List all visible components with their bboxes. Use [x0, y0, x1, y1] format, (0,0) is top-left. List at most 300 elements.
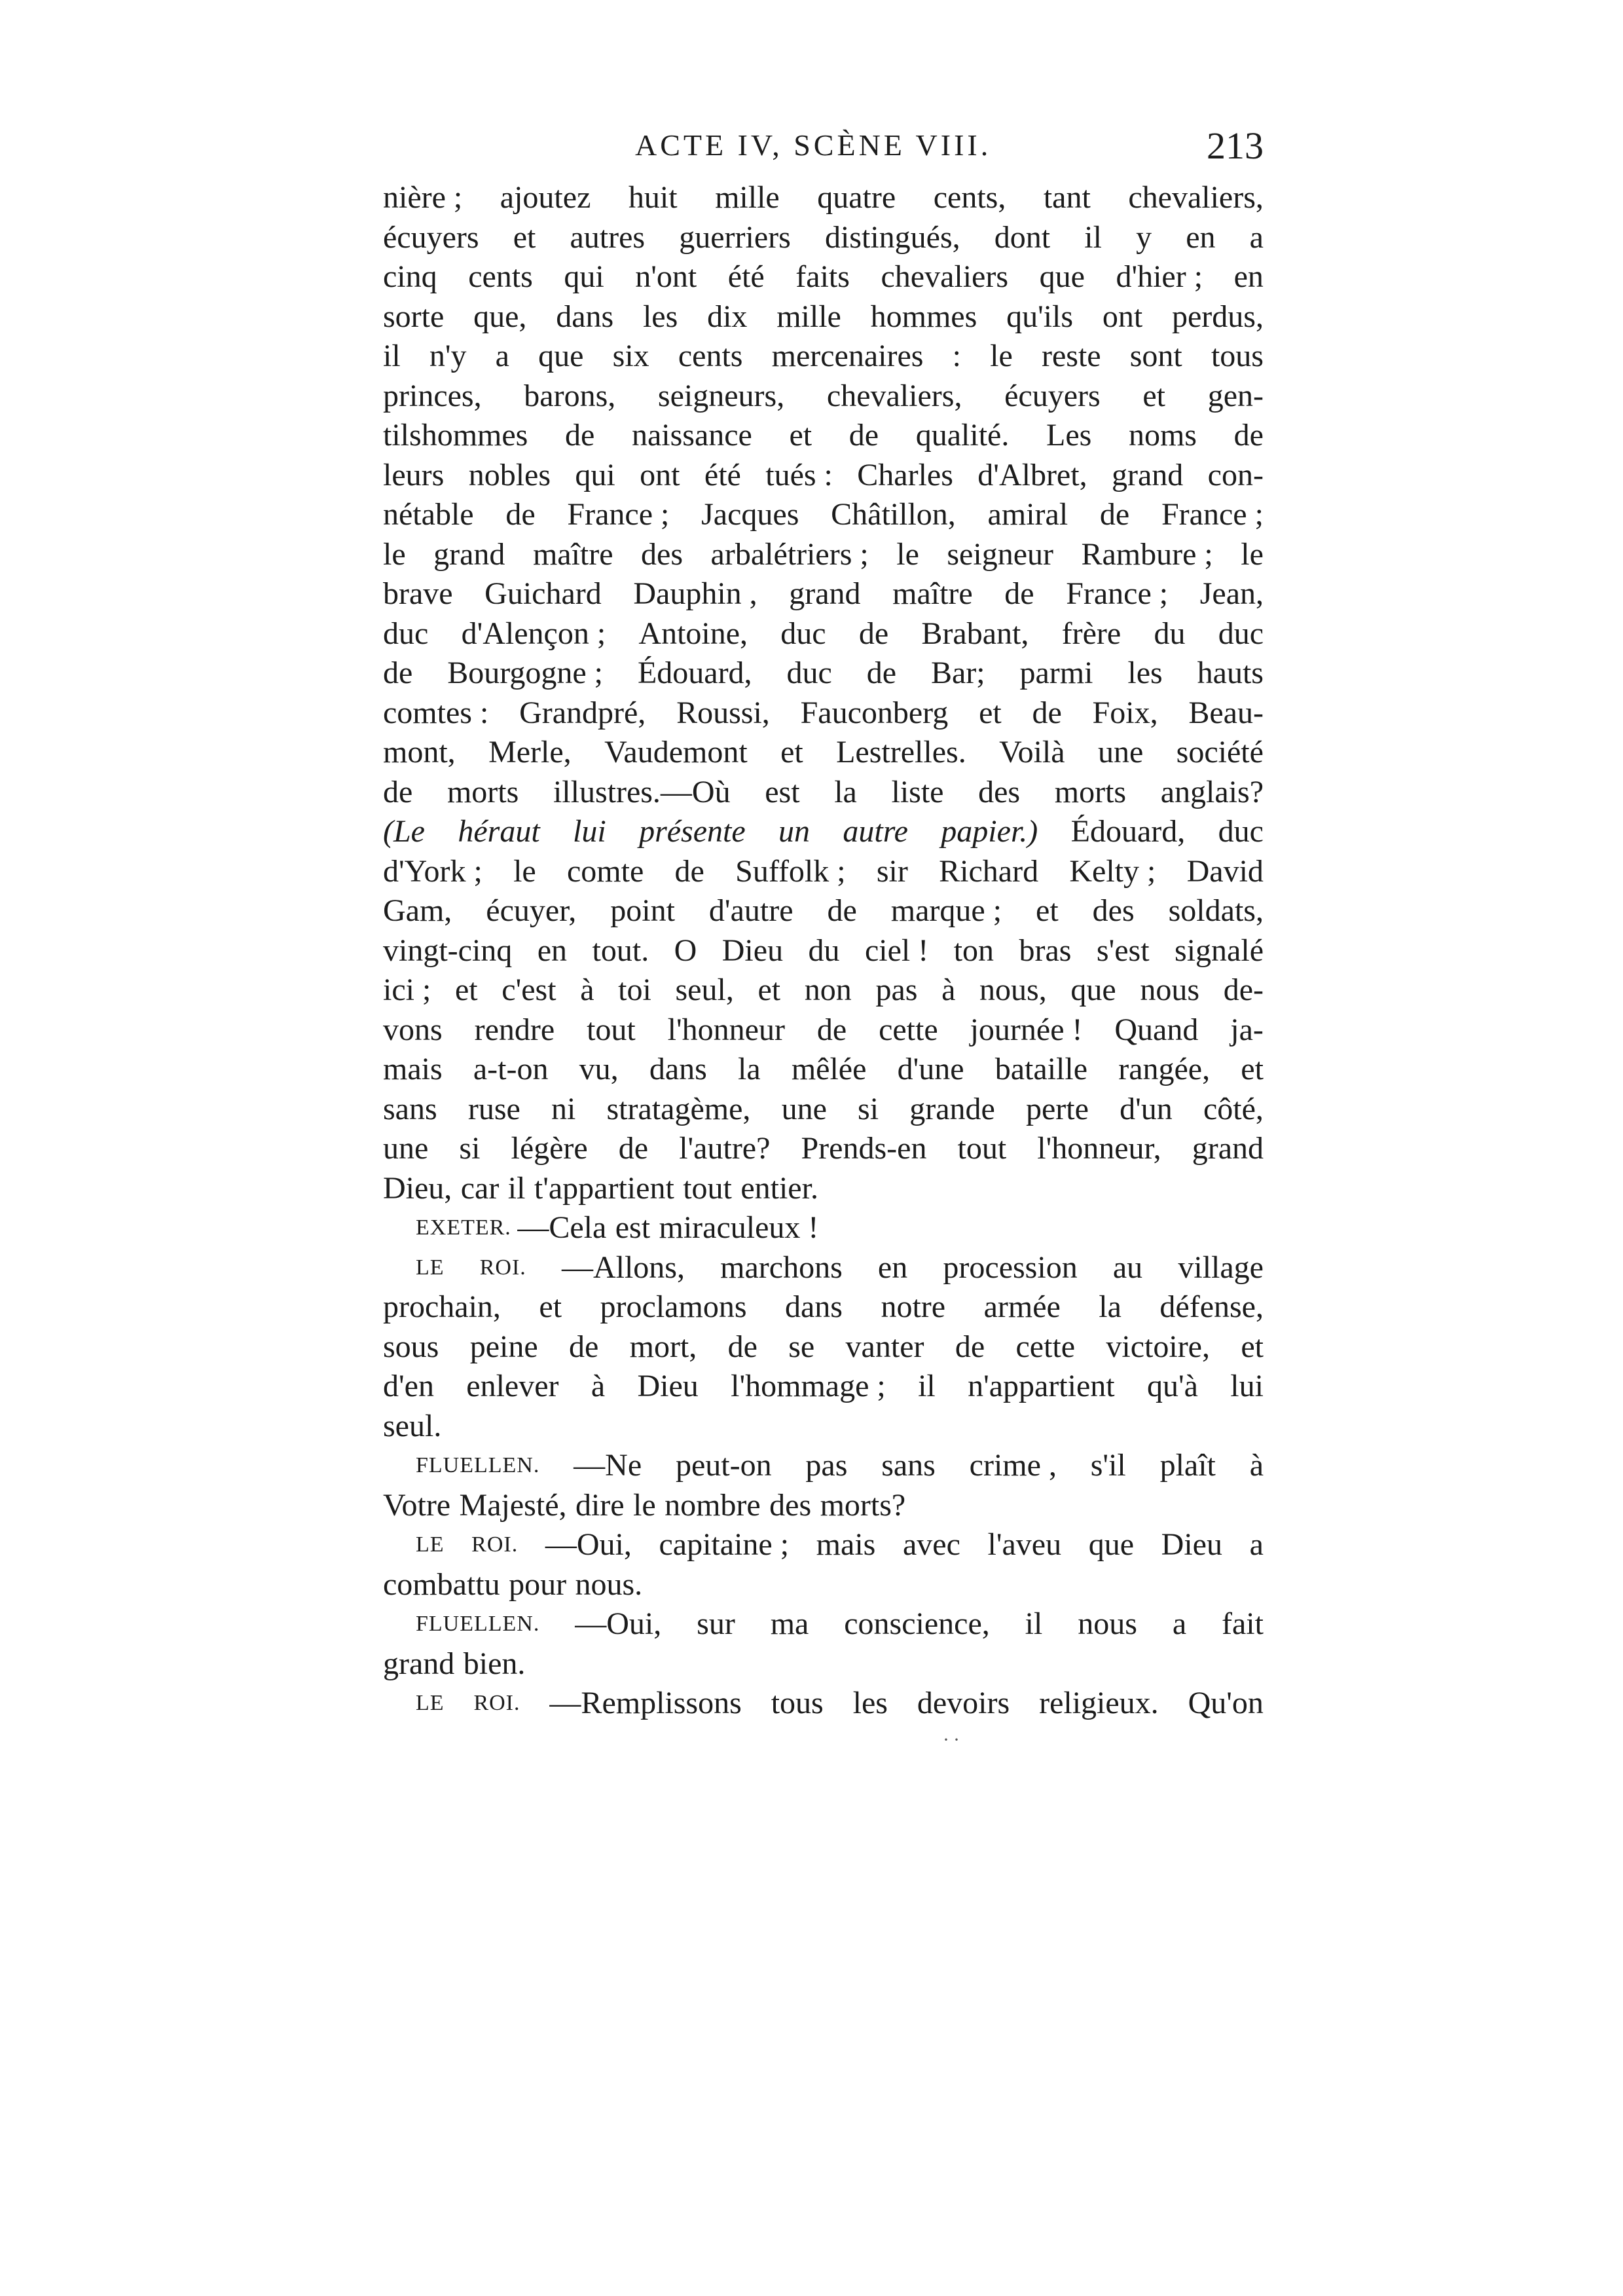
text-line — [383, 812, 1264, 852]
word: nombre — [665, 1487, 761, 1523]
word: et — [979, 695, 1002, 730]
word: Kelty ; — [1069, 853, 1156, 889]
word: Édouard, — [637, 656, 752, 690]
word: morts? — [820, 1487, 906, 1523]
word: Lestrelles. — [836, 735, 966, 769]
text-line — [383, 1287, 1264, 1327]
word: il — [383, 339, 401, 373]
page-number: 213 — [1207, 124, 1264, 167]
text-line — [383, 1010, 1264, 1050]
word: arbalétriers ; — [710, 536, 869, 572]
word: Dieu, — [383, 1170, 452, 1206]
word: dans — [784, 1289, 843, 1324]
word: leurs — [383, 457, 445, 492]
word: cinq — [383, 259, 437, 294]
word: de- — [1223, 972, 1264, 1007]
text-line — [383, 1644, 1264, 1684]
word: notre — [881, 1289, 946, 1324]
word: Brabant, — [921, 616, 1029, 651]
text-line — [383, 654, 1264, 694]
word: brave — [383, 576, 453, 611]
word: de — [848, 418, 879, 453]
word: du — [1154, 616, 1186, 651]
text-line — [383, 178, 1264, 218]
word: six — [612, 339, 649, 373]
word: conscience, — [844, 1606, 990, 1641]
word: Foix, — [1092, 695, 1158, 730]
word: France ; — [1161, 497, 1264, 532]
word: sur — [697, 1606, 735, 1641]
text-line — [383, 1525, 1264, 1565]
word: car — [460, 1170, 500, 1206]
word: défense, — [1159, 1289, 1264, 1324]
word: mêlée — [791, 1052, 867, 1086]
word: amiral — [987, 497, 1068, 532]
word: mais — [816, 1527, 876, 1562]
word: de — [674, 853, 704, 889]
word: dans — [649, 1052, 707, 1086]
word: FLUELLEN. — [416, 1453, 540, 1477]
word: peine — [469, 1329, 538, 1364]
word: reste — [1041, 339, 1101, 373]
word: d'Alençon ; — [461, 616, 606, 651]
word: —Ne — [574, 1448, 642, 1483]
word: côté, — [1203, 1091, 1264, 1126]
word: ici ; — [383, 972, 431, 1007]
word: du — [808, 933, 840, 968]
word: religieux. — [1039, 1686, 1159, 1720]
word: présente — [639, 814, 746, 849]
word: d'Albret, — [977, 457, 1087, 492]
word: Fauconberg — [800, 695, 949, 730]
word: l'aveu — [987, 1527, 1062, 1562]
word: sir — [876, 853, 908, 889]
word: le — [633, 1487, 656, 1523]
word: de — [955, 1329, 985, 1364]
text-line — [383, 1446, 1264, 1486]
text-line — [383, 297, 1264, 337]
word: grand — [789, 576, 861, 611]
text-line — [383, 891, 1264, 931]
text-line — [383, 1604, 1264, 1644]
word: tous — [771, 1686, 824, 1720]
word: ont — [640, 457, 680, 492]
text-line — [383, 416, 1264, 456]
word: et — [1241, 1052, 1264, 1086]
word: à — [591, 1369, 606, 1403]
word: la — [738, 1052, 761, 1086]
text-line — [383, 377, 1264, 417]
word: n'appartient — [968, 1369, 1115, 1403]
word: cette — [879, 1012, 938, 1047]
word: Guichard — [484, 576, 602, 611]
word: comte — [567, 853, 644, 889]
text-line — [383, 773, 1264, 813]
word: mille — [715, 180, 780, 215]
word: a — [1172, 1606, 1187, 1641]
word: d'un — [1120, 1091, 1173, 1126]
word: et — [757, 972, 781, 1007]
word: ma — [770, 1606, 809, 1641]
word: signalé — [1175, 933, 1264, 968]
word: en — [1186, 219, 1216, 255]
word: point — [610, 893, 675, 928]
word: que — [1039, 259, 1085, 294]
word: faits — [795, 259, 850, 294]
word: pour — [509, 1566, 567, 1602]
word: quatre — [817, 180, 896, 215]
word: duc — [780, 616, 826, 651]
word: rangée, — [1118, 1052, 1211, 1086]
word: cents — [468, 259, 533, 294]
word: Merle, — [488, 735, 572, 769]
word: France ; — [567, 497, 670, 532]
word: en — [877, 1250, 908, 1285]
word: Les — [1046, 418, 1092, 453]
word: à — [1249, 1448, 1264, 1483]
word: ja- — [1230, 1012, 1264, 1047]
word: tous — [1211, 339, 1264, 373]
word: de — [858, 616, 889, 651]
word: chevaliers, — [826, 378, 962, 413]
word: tant — [1043, 180, 1091, 215]
word: vons — [383, 1012, 443, 1047]
word: ciel ! — [864, 933, 929, 968]
word: il — [1084, 219, 1102, 255]
word: de — [568, 1329, 599, 1364]
word: lui — [1230, 1369, 1264, 1403]
word: armée — [983, 1289, 1061, 1324]
word: qui — [564, 259, 604, 294]
word: con- — [1207, 457, 1264, 492]
text-line — [383, 535, 1264, 575]
word: EXETER. — [416, 1215, 511, 1240]
text-line — [383, 1090, 1264, 1130]
word: —Oui, — [545, 1527, 632, 1562]
word: les — [852, 1686, 888, 1720]
word: n'ont — [635, 259, 697, 294]
word: gen- — [1207, 378, 1264, 413]
word: sans — [881, 1448, 936, 1483]
word: écuyers — [383, 219, 479, 255]
word: mille — [776, 299, 841, 334]
word: huit — [628, 180, 678, 215]
word: vanter — [845, 1329, 924, 1364]
word: si — [858, 1091, 879, 1126]
body-text — [383, 178, 1264, 1724]
word: mercenaires — [771, 339, 924, 373]
word: s'il — [1090, 1448, 1126, 1483]
word: naissance — [631, 418, 752, 453]
word: distingués, — [824, 219, 960, 255]
word: dont — [994, 219, 1051, 255]
word: Bar; — [930, 656, 985, 690]
word: de — [564, 418, 595, 453]
word: lui — [573, 814, 606, 849]
text-line — [383, 971, 1264, 1010]
word: Vaudemont — [604, 735, 748, 769]
word: et — [1241, 1329, 1264, 1364]
word: soldats, — [1168, 893, 1264, 928]
word: en — [1233, 259, 1264, 294]
word: que — [538, 339, 584, 373]
word: et — [789, 418, 812, 453]
word: mais — [383, 1052, 443, 1086]
word: des — [641, 536, 684, 572]
word: est — [615, 1210, 651, 1245]
word: grand — [1111, 457, 1184, 492]
word: morts — [1054, 774, 1127, 809]
word: le — [896, 536, 919, 572]
word: la — [1099, 1289, 1122, 1324]
word: cette — [1015, 1329, 1076, 1364]
word: marchons — [720, 1250, 843, 1285]
word: a — [495, 339, 509, 373]
word: Richard — [939, 853, 1039, 889]
word: FLUELLEN. — [416, 1612, 540, 1636]
word: chevaliers, — [1128, 180, 1264, 215]
word: vingt-cinq — [383, 933, 513, 968]
word: hommes — [870, 299, 977, 334]
word: Qu'on — [1188, 1686, 1264, 1720]
word: et — [1036, 893, 1059, 928]
text-line — [383, 456, 1264, 496]
word: tilshommes — [383, 418, 528, 453]
word: tout — [587, 1012, 636, 1047]
word: y — [1136, 219, 1152, 255]
word: chevaliers — [881, 259, 1009, 294]
word: l'honneur, — [1037, 1131, 1161, 1166]
word: peut-on — [675, 1448, 772, 1483]
word: enlever — [466, 1369, 559, 1403]
word: de — [816, 1012, 847, 1047]
word: village — [1178, 1250, 1264, 1285]
word: ruse — [467, 1091, 520, 1126]
word: tout — [683, 1170, 732, 1206]
text-line — [383, 931, 1264, 971]
word: Suffolk ; — [735, 853, 846, 889]
text-line — [383, 1129, 1264, 1169]
word: des — [1092, 893, 1135, 928]
word: rendre — [474, 1012, 555, 1047]
word: été — [727, 259, 765, 294]
word: écuyers — [1004, 378, 1101, 413]
word: LE — [416, 1255, 445, 1280]
word: été — [704, 457, 741, 492]
word: marque ; — [890, 893, 1002, 928]
word: il — [1025, 1606, 1043, 1641]
word: anglais? — [1160, 774, 1264, 809]
word: non — [804, 972, 852, 1007]
running-title: ACTE IV, SCÈNE VIII. — [635, 128, 992, 162]
word: dans — [556, 299, 614, 334]
word: mont, — [383, 735, 456, 769]
word: Roussi, — [676, 695, 770, 730]
text-line — [383, 614, 1264, 654]
word: Beau- — [1188, 695, 1264, 730]
word: —Oui, — [575, 1606, 662, 1641]
word: Bourgogne ; — [447, 656, 604, 690]
text-line — [383, 1684, 1264, 1724]
word: l'honneur — [667, 1012, 785, 1047]
word: nous. — [575, 1566, 643, 1602]
word: proclamons — [600, 1289, 747, 1324]
word: duc — [1218, 814, 1264, 849]
word: fait — [1222, 1606, 1264, 1641]
word: et — [780, 735, 803, 769]
word: tués : — [765, 457, 833, 492]
word: que — [1070, 972, 1116, 1007]
word: victoire, — [1106, 1329, 1210, 1364]
word: a — [1249, 1527, 1264, 1562]
word: Prends-en — [801, 1131, 927, 1166]
word: Gam, — [383, 893, 452, 928]
word: les — [1127, 656, 1163, 690]
word: d'une — [897, 1052, 964, 1086]
word: si — [459, 1131, 481, 1166]
word: les — [642, 299, 678, 334]
text-line — [383, 218, 1264, 258]
word: stratagème, — [606, 1091, 751, 1126]
text-line — [383, 852, 1264, 892]
word: seigneurs, — [657, 378, 785, 413]
word: : — [952, 339, 961, 373]
word: le — [1241, 536, 1264, 572]
word: Jacques — [701, 497, 799, 532]
word: LE — [416, 1691, 445, 1715]
word: le — [990, 339, 1013, 373]
word: que — [1088, 1527, 1135, 1562]
word: société — [1176, 735, 1264, 769]
word: à — [580, 972, 594, 1007]
word: il — [507, 1170, 526, 1206]
scan-speck: ·· — [943, 1729, 964, 1750]
word: dix — [707, 299, 748, 334]
word: (Le — [383, 814, 425, 849]
text-line — [383, 495, 1264, 535]
word: de — [383, 774, 413, 809]
word: des — [978, 774, 1021, 809]
word: un — [778, 814, 811, 849]
word: —Allons, — [561, 1250, 685, 1285]
word: la — [834, 774, 857, 809]
word: héraut — [458, 814, 540, 849]
text-line — [383, 1327, 1264, 1367]
word: grand — [433, 536, 505, 572]
word: tout — [957, 1131, 1007, 1166]
word: autre — [843, 814, 908, 849]
word: vu, — [579, 1052, 619, 1086]
text-line — [383, 1050, 1264, 1090]
word: de — [1099, 497, 1130, 532]
word: Grandpré, — [519, 695, 646, 730]
word: ajoutez — [500, 180, 591, 215]
word: sorte — [383, 299, 445, 334]
word: de — [505, 497, 536, 532]
word: écuyer, — [486, 893, 577, 928]
word: l'autre? — [679, 1131, 771, 1166]
word: une — [781, 1091, 827, 1126]
word: cents, — [933, 180, 1006, 215]
word: qu'à — [1146, 1369, 1198, 1403]
word: t'appartient — [534, 1170, 674, 1206]
word: Dieu — [721, 933, 784, 968]
text-line — [383, 694, 1264, 733]
word: de — [866, 656, 897, 690]
word: princes, — [383, 378, 482, 413]
word: miraculeux ! — [659, 1210, 819, 1245]
word: de — [1004, 576, 1034, 611]
word: parmi — [1019, 656, 1093, 690]
word: frère — [1061, 616, 1122, 651]
word: ROI. — [471, 1532, 519, 1557]
word: avec — [902, 1527, 960, 1562]
word: seul, — [675, 972, 734, 1007]
word: n'y — [429, 339, 467, 373]
word: se — [788, 1329, 815, 1364]
word: nous, — [979, 972, 1047, 1007]
word: qui — [575, 457, 615, 492]
word: Édouard, — [1070, 814, 1186, 849]
word: d'York ; — [383, 853, 483, 889]
word: nous — [1078, 1606, 1137, 1641]
word: —Remplissons — [549, 1686, 742, 1720]
word: pas — [805, 1448, 848, 1483]
word: Dieu — [637, 1369, 699, 1403]
word: autres — [570, 219, 646, 255]
word: c'est — [501, 972, 556, 1007]
word: légère — [511, 1131, 588, 1166]
word: Jean, — [1199, 576, 1264, 611]
word: combattu — [383, 1566, 500, 1602]
word: toi — [618, 972, 651, 1007]
word: de — [827, 893, 857, 928]
word: maître — [892, 576, 973, 611]
word: devoirs — [917, 1686, 1010, 1720]
word: grand — [383, 1646, 455, 1681]
word: qualité. — [915, 418, 1010, 453]
text-line — [383, 1169, 1264, 1209]
word: O — [674, 933, 697, 968]
word: une — [383, 1131, 429, 1166]
word: hauts — [1197, 656, 1264, 690]
word: de — [383, 656, 413, 690]
word: nous — [1140, 972, 1200, 1007]
word: ROI. — [479, 1255, 526, 1280]
word: guerriers — [679, 219, 791, 255]
word: ton — [953, 933, 994, 968]
word: pas — [875, 972, 918, 1007]
word: s'est — [1096, 933, 1150, 968]
word: cents — [678, 339, 743, 373]
word: en — [537, 933, 568, 968]
word: à — [941, 972, 956, 1007]
word: qu'ils — [1006, 299, 1074, 334]
word: duc — [1218, 616, 1264, 651]
word: ROI. — [473, 1691, 520, 1715]
word: maître — [532, 536, 613, 572]
word: grande — [909, 1091, 995, 1126]
word: nobles — [468, 457, 551, 492]
text-line — [383, 337, 1264, 377]
word: seigneur — [947, 536, 1053, 572]
text-line — [383, 1565, 1264, 1605]
word: dire — [575, 1487, 625, 1523]
word: comtes : — [383, 695, 489, 730]
word: prochain, — [383, 1289, 501, 1324]
word: noms — [1128, 418, 1197, 453]
word: bien. — [463, 1646, 526, 1681]
